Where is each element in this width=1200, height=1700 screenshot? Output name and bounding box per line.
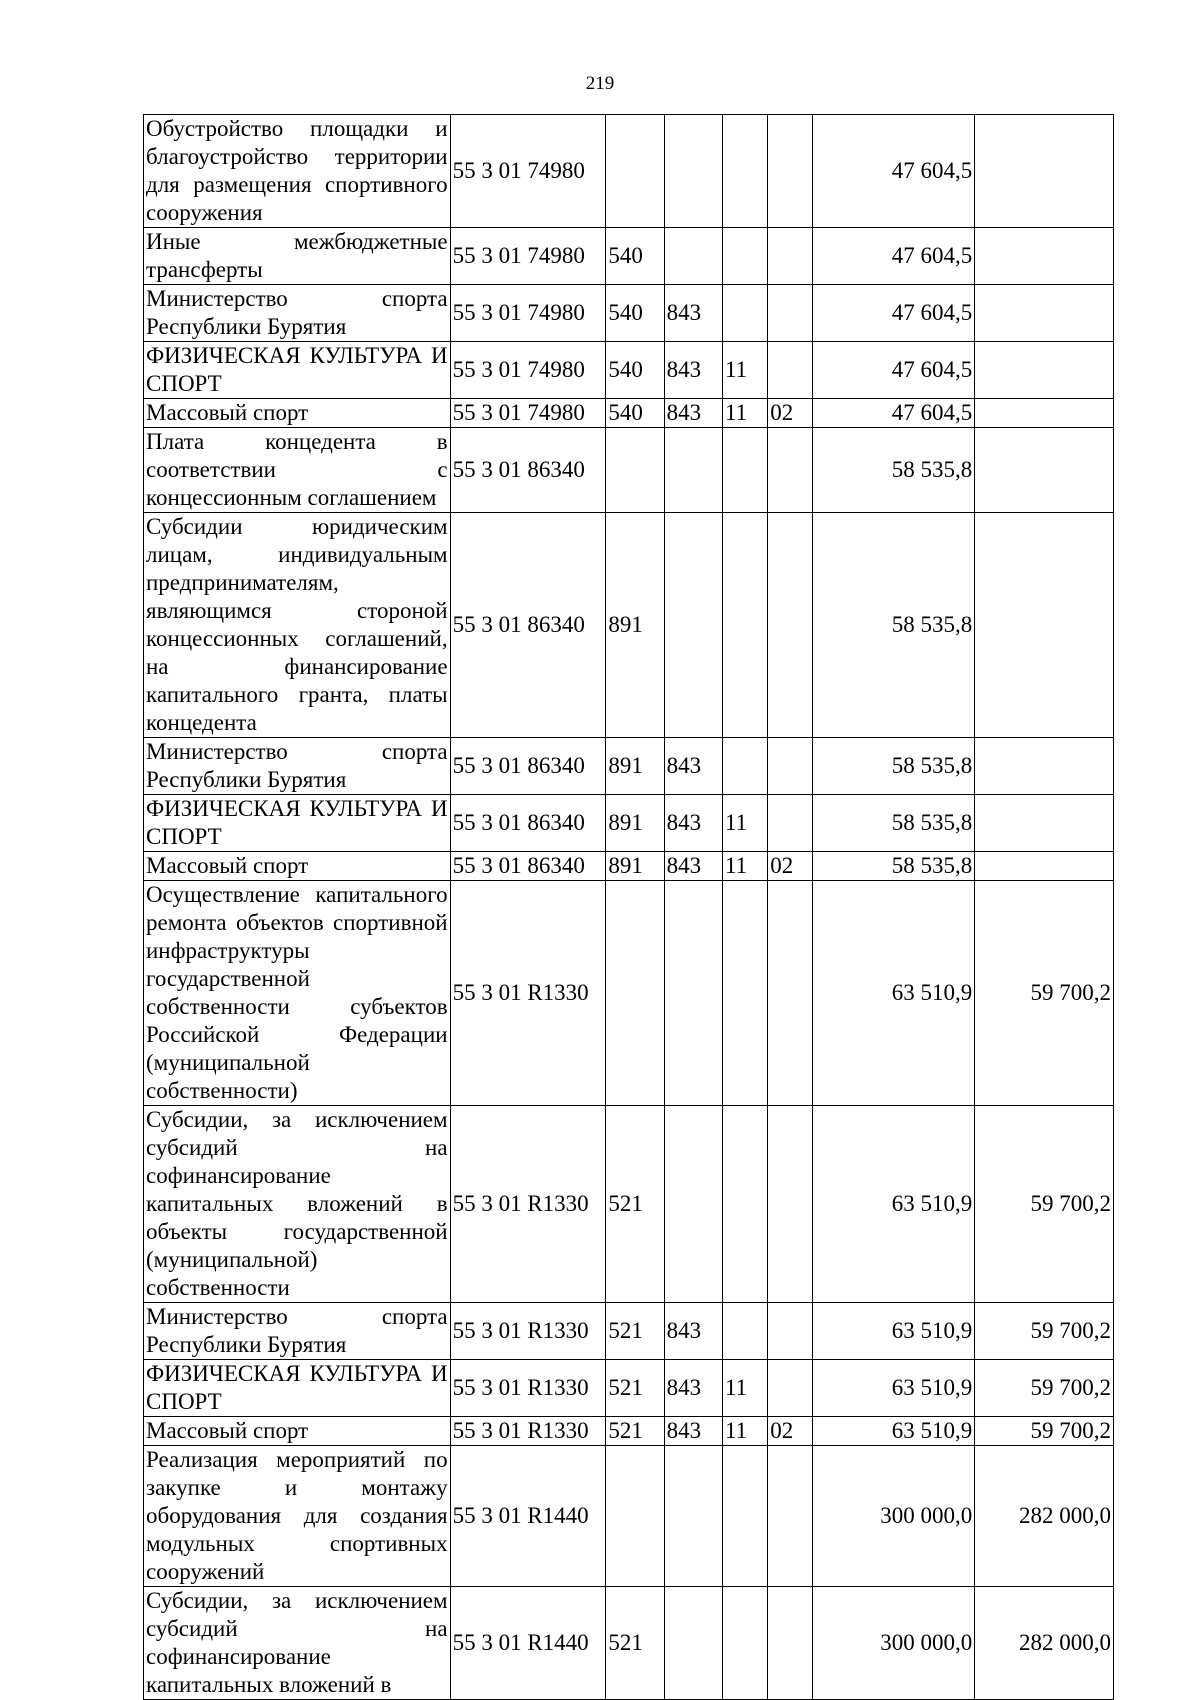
cell-subsection (768, 1303, 813, 1360)
cell-administrator (664, 115, 722, 228)
cell-administrator: 843 (664, 852, 722, 881)
cell-expense-type (606, 428, 664, 513)
cell-subsection (768, 342, 813, 399)
cell-section (722, 1106, 767, 1303)
cell-section (722, 1587, 767, 1700)
cell-name: Министерство спорта Республики Бурятия (144, 1303, 451, 1360)
cell-section: 11 (722, 1360, 767, 1417)
cell-name: Реализация мероприятий по закупке и монтажу оборудования для создания модульных спортивных сооружений (144, 1446, 451, 1587)
cell-amount-1: 63 510,9 (813, 1106, 975, 1303)
cell-target-article: 55 3 01 R1330 (450, 1360, 606, 1417)
cell-amount-1: 63 510,9 (813, 1417, 975, 1446)
cell-administrator (664, 428, 722, 513)
cell-amount-2 (975, 513, 1114, 738)
cell-expense-type: 540 (606, 399, 664, 428)
cell-amount-1: 58 535,8 (813, 428, 975, 513)
cell-section (722, 428, 767, 513)
cell-target-article: 55 3 01 86340 (450, 738, 606, 795)
cell-subsection: 02 (768, 852, 813, 881)
cell-amount-2: 59 700,2 (975, 881, 1114, 1106)
cell-administrator: 843 (664, 1417, 722, 1446)
cell-expense-type: 891 (606, 513, 664, 738)
table-row (144, 1446, 1114, 1587)
cell-expense-type: 891 (606, 738, 664, 795)
table-row (144, 795, 1114, 852)
cell-subsection (768, 1587, 813, 1700)
table-row (144, 1360, 1114, 1417)
cell-amount-1: 58 535,8 (813, 513, 975, 738)
cell-expense-type: 891 (606, 852, 664, 881)
table-row (144, 399, 1114, 428)
cell-section (722, 228, 767, 285)
cell-expense-type: 521 (606, 1360, 664, 1417)
cell-amount-1: 63 510,9 (813, 1303, 975, 1360)
cell-amount-2 (975, 738, 1114, 795)
table-row (144, 513, 1114, 738)
cell-name: Субсидии юридическим лицам, индивидуальным предпринимателям, являющимся стороной концессионных соглашений, на финансирование капитального гранта, платы концедента (144, 513, 451, 738)
table-row (144, 342, 1114, 399)
cell-administrator: 843 (664, 795, 722, 852)
cell-name: Субсидии, за исключением субсидий на софинансирование капитальных вложений в (144, 1587, 451, 1700)
cell-amount-1: 47 604,5 (813, 399, 975, 428)
cell-subsection (768, 513, 813, 738)
cell-expense-type: 891 (606, 795, 664, 852)
cell-name: ФИЗИЧЕСКАЯ КУЛЬТУРА И СПОРТ (144, 1360, 451, 1417)
cell-amount-1: 300 000,0 (813, 1587, 975, 1700)
cell-target-article: 55 3 01 R1330 (450, 881, 606, 1106)
cell-amount-2: 282 000,0 (975, 1587, 1114, 1700)
cell-target-article: 55 3 01 86340 (450, 852, 606, 881)
cell-amount-1: 63 510,9 (813, 1360, 975, 1417)
cell-target-article: 55 3 01 74980 (450, 115, 606, 228)
budget-table (143, 114, 1114, 1700)
cell-administrator (664, 1446, 722, 1587)
cell-administrator (664, 1106, 722, 1303)
cell-expense-type: 540 (606, 342, 664, 399)
cell-name: ФИЗИЧЕСКАЯ КУЛЬТУРА И СПОРТ (144, 342, 451, 399)
cell-target-article: 55 3 01 74980 (450, 228, 606, 285)
cell-amount-1: 47 604,5 (813, 342, 975, 399)
table-row (144, 428, 1114, 513)
cell-subsection: 02 (768, 399, 813, 428)
cell-section: 11 (722, 795, 767, 852)
cell-section (722, 285, 767, 342)
cell-name: Плата концедента в соответствии с концессионным соглашением (144, 428, 451, 513)
cell-name: Осуществление капитального ремонта объектов спортивной инфраструктуры государственной собственности субъектов Российской Федерации (муниципальной собственности) (144, 881, 451, 1106)
cell-target-article: 55 3 01 74980 (450, 342, 606, 399)
cell-amount-1: 300 000,0 (813, 1446, 975, 1587)
cell-expense-type: 521 (606, 1587, 664, 1700)
cell-target-article: 55 3 01 R1330 (450, 1106, 606, 1303)
cell-section (722, 881, 767, 1106)
cell-subsection (768, 428, 813, 513)
cell-amount-1: 58 535,8 (813, 852, 975, 881)
cell-amount-1: 58 535,8 (813, 795, 975, 852)
cell-subsection (768, 1360, 813, 1417)
cell-subsection (768, 738, 813, 795)
cell-amount-1: 47 604,5 (813, 228, 975, 285)
cell-name: Обустройство площадки и благоустройство территории для размещения спортивного сооружения (144, 115, 451, 228)
cell-expense-type (606, 1446, 664, 1587)
cell-target-article: 55 3 01 86340 (450, 428, 606, 513)
cell-administrator (664, 1587, 722, 1700)
cell-administrator (664, 513, 722, 738)
cell-expense-type: 521 (606, 1106, 664, 1303)
cell-expense-type (606, 115, 664, 228)
cell-expense-type: 540 (606, 285, 664, 342)
cell-section: 11 (722, 399, 767, 428)
cell-amount-2 (975, 399, 1114, 428)
table-row (144, 228, 1114, 285)
table-row (144, 738, 1114, 795)
cell-section (722, 738, 767, 795)
table-row (144, 852, 1114, 881)
cell-subsection (768, 1106, 813, 1303)
cell-name: Массовый спорт (144, 1417, 451, 1446)
cell-amount-1: 58 535,8 (813, 738, 975, 795)
table-row (144, 1303, 1114, 1360)
cell-amount-2 (975, 428, 1114, 513)
cell-section (722, 1303, 767, 1360)
cell-name: Массовый спорт (144, 399, 451, 428)
cell-amount-2 (975, 342, 1114, 399)
cell-amount-2: 282 000,0 (975, 1446, 1114, 1587)
table-row (144, 1587, 1114, 1700)
page-number: 219 (585, 73, 615, 94)
cell-amount-2: 59 700,2 (975, 1417, 1114, 1446)
cell-amount-2: 59 700,2 (975, 1303, 1114, 1360)
cell-amount-2: 59 700,2 (975, 1360, 1114, 1417)
cell-section (722, 1446, 767, 1587)
cell-administrator (664, 881, 722, 1106)
cell-amount-2 (975, 852, 1114, 881)
cell-amount-2: 59 700,2 (975, 1106, 1114, 1303)
cell-name: Субсидии, за исключением субсидий на софинансирование капитальных вложений в объекты государственной (муниципальной) собственности (144, 1106, 451, 1303)
cell-subsection (768, 228, 813, 285)
cell-section: 11 (722, 1417, 767, 1446)
cell-expense-type: 521 (606, 1417, 664, 1446)
cell-name: Министерство спорта Республики Бурятия (144, 738, 451, 795)
cell-amount-1: 63 510,9 (813, 881, 975, 1106)
cell-target-article: 55 3 01 74980 (450, 399, 606, 428)
table-row (144, 1106, 1114, 1303)
table-row (144, 115, 1114, 228)
cell-administrator: 843 (664, 1303, 722, 1360)
cell-amount-1: 47 604,5 (813, 285, 975, 342)
table-row (144, 1417, 1114, 1446)
cell-target-article: 55 3 01 86340 (450, 795, 606, 852)
cell-target-article: 55 3 01 R1440 (450, 1446, 606, 1587)
cell-section (722, 513, 767, 738)
cell-administrator: 843 (664, 342, 722, 399)
cell-subsection (768, 1446, 813, 1587)
cell-subsection (768, 285, 813, 342)
cell-target-article: 55 3 01 R1330 (450, 1417, 606, 1446)
cell-subsection: 02 (768, 1417, 813, 1446)
cell-section (722, 115, 767, 228)
cell-administrator: 843 (664, 1360, 722, 1417)
cell-expense-type (606, 881, 664, 1106)
table-row (144, 285, 1114, 342)
budget-table-body (144, 115, 1114, 1700)
cell-amount-1: 47 604,5 (813, 115, 975, 228)
cell-subsection (768, 795, 813, 852)
cell-amount-2 (975, 795, 1114, 852)
cell-section: 11 (722, 342, 767, 399)
table-row (144, 881, 1114, 1106)
cell-name: Массовый спорт (144, 852, 451, 881)
cell-target-article: 55 3 01 R1440 (450, 1587, 606, 1700)
cell-subsection (768, 881, 813, 1106)
cell-subsection (768, 115, 813, 228)
cell-target-article: 55 3 01 86340 (450, 513, 606, 738)
cell-section: 11 (722, 852, 767, 881)
cell-target-article: 55 3 01 R1330 (450, 1303, 606, 1360)
cell-name: Иные межбюджетные трансферты (144, 228, 451, 285)
cell-expense-type: 521 (606, 1303, 664, 1360)
cell-administrator: 843 (664, 399, 722, 428)
cell-expense-type: 540 (606, 228, 664, 285)
cell-administrator: 843 (664, 285, 722, 342)
cell-amount-2 (975, 228, 1114, 285)
cell-administrator: 843 (664, 738, 722, 795)
cell-amount-2 (975, 285, 1114, 342)
cell-name: Министерство спорта Республики Бурятия (144, 285, 451, 342)
cell-amount-2 (975, 115, 1114, 228)
cell-target-article: 55 3 01 74980 (450, 285, 606, 342)
cell-name: ФИЗИЧЕСКАЯ КУЛЬТУРА И СПОРТ (144, 795, 451, 852)
cell-administrator (664, 228, 722, 285)
